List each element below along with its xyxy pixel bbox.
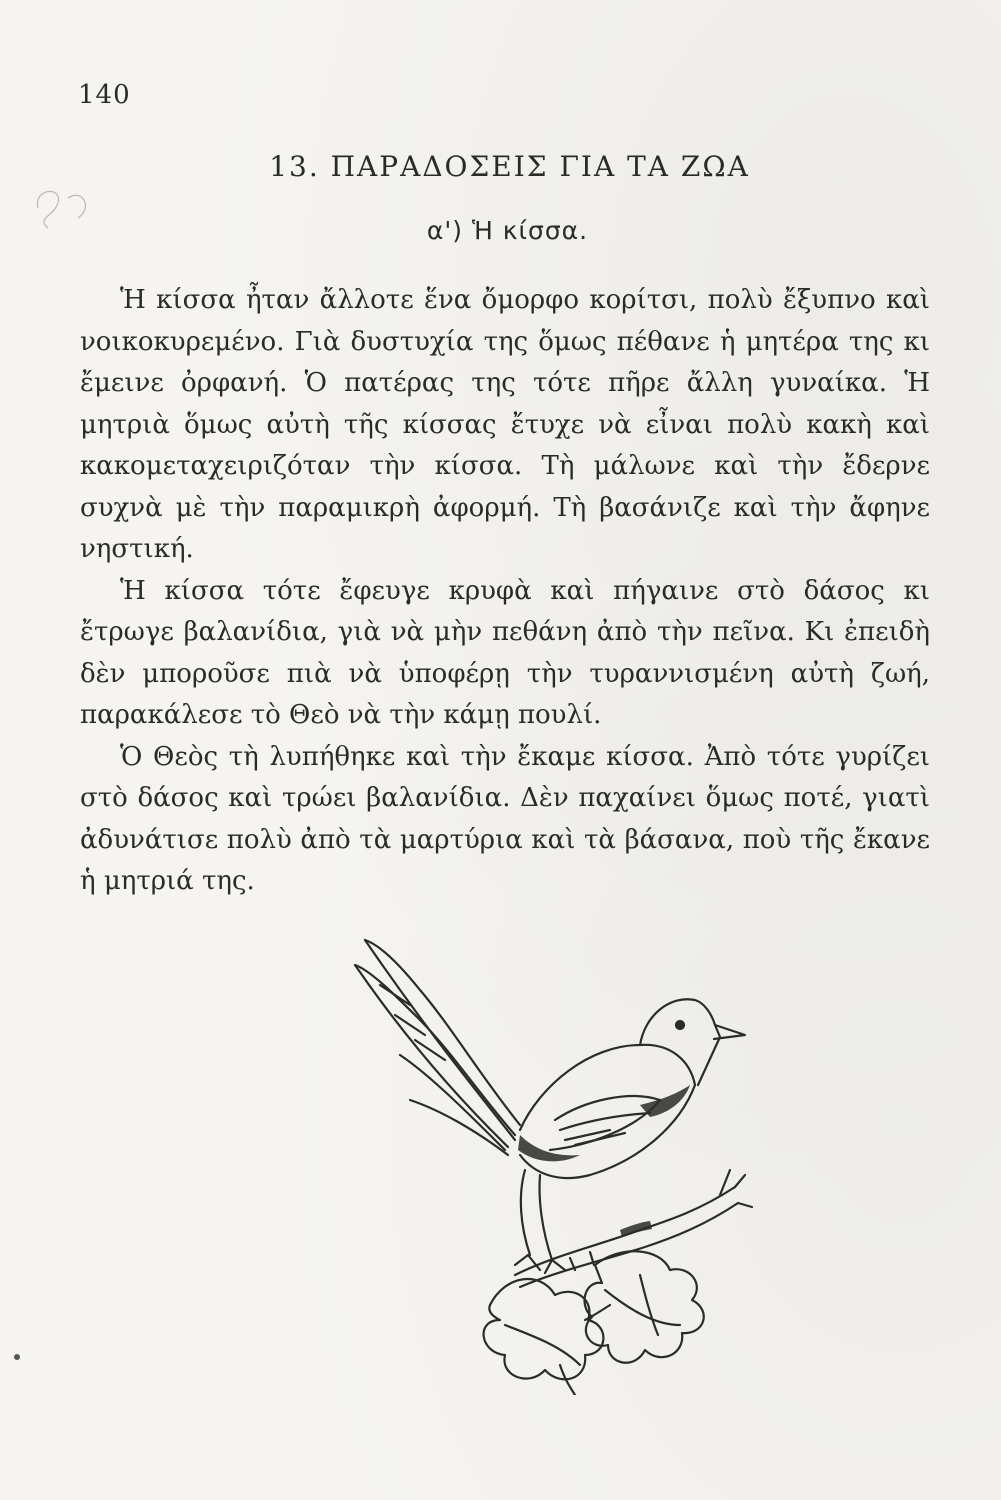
magpie-illustration [340,925,760,1395]
paragraph-3: Ὁ Θεὸς τὴ λυπήθηκε καὶ τὴν ἔκαμε κίσσα. Ἀπὸ τότε γυρίζει στὸ δάσος καὶ τρώει βαλανίδια. Δὲν παχαίνει ὅμως ποτέ, γιατὶ ἀδυνάτισε πολὺ ἀπὸ τὰ μαρτύρια καὶ τὰ βάσανα, ποὺ τῆς ἔκανε ἡ μητριά της. [80,741,930,896]
page-number: 140 [78,80,131,110]
chapter-title: 13. ΠΑΡΑΔΟΣΕΙΣ ΓΙΑ ΤΑ ΖΩΑ [269,150,750,183]
paragraph-1: Ἡ κίσσα ἦταν ἄλλοτε ἕνα ὄμορφο κορίτσι, πολὺ ἔξυπνο καὶ νοικοκυρεμένο. Γιὰ δυστυχία της ὅμως πέθανε ἡ μητέρα της κι ἔμεινε ὀρφανή. Ὁ πατέρας της τότε πῆρε ἄλλη γυναίκα. Ἡ μητριὰ ὅμως αὐτὴ τῆς κίσσας ἔτυχε νὰ εἶναι πολὺ κακὴ καὶ κακομεταχειριζόταν τὴν κίσσα. Τὴ μάλωνε καὶ τὴν ἔδερνε συχνὰ μὲ τὴν παραμικρὴ ἀφορμή. Τὴ βασάνιζε καὶ τὴν ἄφηνε νηστική. [80,285,930,564]
ink-speck [10,1350,24,1364]
paragraph-2: Ἡ κίσσα τότε ἔφευγε κρυφὰ καὶ πήγαινε στὸ δάσος κι ἔτρωγε βαλανίδια, γιὰ νὰ μὴν πεθάνη ἀπὸ τὴν πεῖνα. Κι ἐπειδὴ δὲν μποροῦσε πιὰ νὰ ὑποφέρῃ τὴν τυραννισμένη αὐτὴ ζωή, παρακάλεσε τὸ Θεὸ νὰ τὴν κάμῃ πουλί. [80,575,930,730]
section-title: α') Ἡ κίσσα. [426,216,589,245]
pencil-scribble-left [28,178,98,238]
story-text [80,280,930,903]
